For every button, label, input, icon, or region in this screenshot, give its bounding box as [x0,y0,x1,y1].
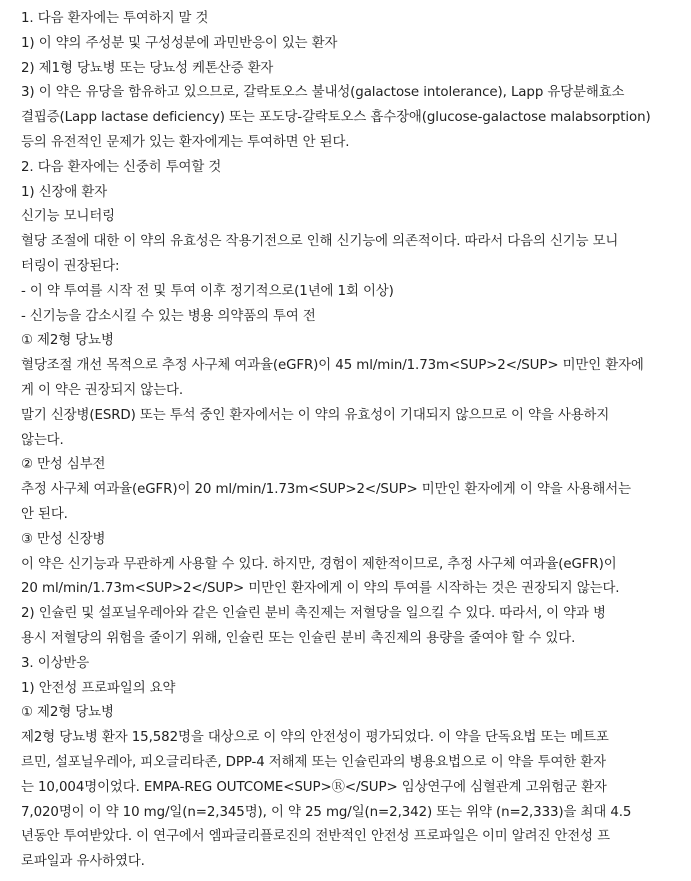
paragraph-line: 안 된다. [21,506,68,522]
contraindication-item-3: 3) 이 약은 유당을 함유하고 있으므로, 갈락토오스 불내성(galactose intolerance), Lapp 유당분해효소 [21,85,625,101]
paragraph-line: 년동안 투여받았다. 이 연구에서 엠파글리플로진의 전반적인 안전성 프로파일은 이미 알려진 안전성 프 [21,829,610,845]
paragraph-line: 게 이 약은 권장되지 않는다. [21,382,183,398]
adverse-subheading-safety-profile: 1) 안전성 프로파일의 요약 [21,680,176,696]
paragraph-line: 는 10,004명이었다. EMPA-REG OUTCOME<SUP>Ⓡ</SUP> 임상연구에 심혈관계 고위험군 환자 [21,779,607,795]
paragraph-line: 혈당조절 개선 목적으로 추정 사구체 여과율(eGFR)이 45 ml/min/1.73m<SUP>2</SUP> 미만인 환자에 [21,358,644,374]
paragraph-line: 용시 저혈당의 위험을 줄이기 위해, 인슐린 또는 인슐린 분비 촉진제의 용량을 줄여야 할 수 있다. [21,630,576,646]
paragraph-line: 20 ml/min/1.73m<SUP>2</SUP> 미만인 환자에게 이 약의 투여를 시작하는 것은 권장되지 않는다. [21,581,620,597]
paragraph-line: 추정 사구체 여과율(eGFR)이 20 ml/min/1.73m<SUP>2</SUP> 미만인 환자에게 이 약을 사용해서는 [21,482,631,498]
paragraph-line: 7,020명이 이 약 10 mg/일(n=2,345명), 이 약 25 mg/일(n=2,342) 또는 위약 (n=2,333)을 최대 4.5 [21,804,632,820]
contraindication-item-3-cont: 등의 유전적인 문제가 있는 환자에게는 투여하면 안 된다. [21,134,350,150]
subsection-type2-diabetes: ① 제2형 당뇨병 [21,705,114,721]
paragraph-line: 혈당 조절에 대한 이 약의 유효성은 작용기전으로 인해 신기능에 의존적이다. 따라서 다음의 신기능 모니 [21,234,619,250]
section-heading-adverse-reactions: 3. 이상반응 [21,655,90,671]
paragraph-line: 이 약은 신기능과 무관하게 사용할 수 있다. 하지만, 경험이 제한적이므로, 추정 사구체 여과율(eGFR)이 [21,556,617,572]
bullet-line: - 신기능을 감소시킬 수 있는 병용 의약품의 투여 전 [21,308,316,324]
paragraph-line: 터링이 권장된다: [21,258,120,274]
paragraph-line: 로파일과 유사하였다. [21,854,145,870]
contraindication-item-2: 2) 제1형 당뇨병 또는 당뇨성 케톤산증 환자 [21,60,274,76]
section-heading-contraindications: 1. 다음 환자에는 투여하지 말 것 [21,11,209,26]
contraindication-item-3-cont: 결핍증(Lapp lactase deficiency) 또는 포도당-갈락토오스 흡수장애(glucose-galactose malabsorption) [21,110,651,126]
paragraph-line: 르민, 설포닐우레아, 피오글리타존, DPP-4 저해제 또는 인슐린과의 병용요법으로 이 약을 투여한 환자 [21,754,606,770]
subsection-chronic-heart-failure: ② 만성 심부전 [21,457,106,473]
paragraph-line: 말기 신장병(ESRD) 또는 투석 중인 환자에서는 이 약의 유효성이 기대되지 않으므로 이 약을 사용하지 [21,407,610,423]
subsection-type2-diabetes: ① 제2형 당뇨병 [21,333,114,349]
contraindication-item-1: 1) 이 약의 주성분 및 구성성분에 과민반응이 있는 환자 [21,35,338,51]
caution-subheading-renal: 1) 신장애 환자 [21,184,108,200]
renal-monitoring-title: 신기능 모니터링 [21,209,116,225]
paragraph-line: 않는다. [21,432,64,448]
section-heading-caution: 2. 다음 환자에는 신중히 투여할 것 [21,159,222,175]
bullet-line: - 이 약 투여를 시작 전 및 투여 이후 정기적으로(1년에 1회 이상) [21,283,394,299]
subsection-chronic-kidney-disease: ③ 만성 신장병 [21,531,106,547]
paragraph-line: 제2형 당뇨병 환자 15,582명을 대상으로 이 약의 안전성이 평가되었다. 이 약을 단독요법 또는 메트포 [21,730,609,746]
caution-item-insulin: 2) 인슐린 및 설포닐우레아와 같은 인슐린 분비 촉진제는 저혈당을 일으킬 수 있다. 따라서, 이 약과 병 [21,606,606,622]
